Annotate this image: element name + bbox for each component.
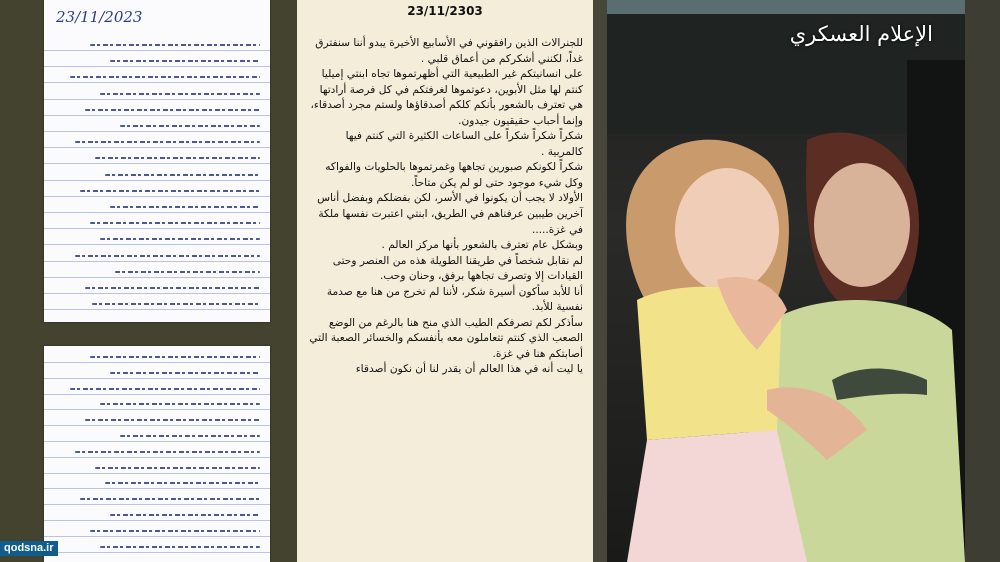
handwriting-line bbox=[100, 238, 260, 240]
handwriting-line bbox=[80, 190, 260, 192]
handwritten-note-page-2 bbox=[44, 346, 270, 562]
handwriting-line bbox=[105, 482, 260, 484]
letter-paragraph: يا ليت أنه في هذا العالم أن يقدر لنا أن نكون أصدقاء bbox=[355, 363, 583, 376]
letter-paragraph: شكراً لكونكم صبورين تجاهها وغمرتموها بالحلويات والفواكه وكل شيء موجود حتى لو لم يكن متاحاً. bbox=[325, 161, 583, 189]
handwriting-line bbox=[80, 498, 260, 500]
letter-paragraph: أنا للأبد سأكون أسيرة شكر، لأننا لم تخرج من هنا مع صدمة نفسية للأبد. bbox=[326, 285, 583, 314]
handwriting-line bbox=[100, 93, 260, 95]
letter-paragraph: وبشكل عام تعترف بالشعور بأنها مركز العالم . bbox=[381, 239, 583, 252]
handwriting-line bbox=[70, 388, 260, 390]
handwriting-line bbox=[85, 109, 260, 111]
handwriting-line bbox=[90, 222, 260, 224]
letter-paragraph: الأولاد لا يجب أن يكونوا في الأسر، لكن بفضلكم وبفضل أناس آخرين طيبين عرفناهم في الطريق، ابنتي اعتبرت نفسها ملكة في غزة..... bbox=[317, 192, 583, 236]
handwritten-note-page-1 bbox=[44, 0, 270, 322]
handwriting-line bbox=[85, 287, 260, 289]
ruled-line bbox=[44, 504, 270, 505]
letter-paragraph: كنتم لها مثل الأبوين، دعوتموها لغرفتكم في كل فرصة أرادتها bbox=[319, 83, 583, 96]
handwriting-line bbox=[90, 44, 260, 46]
handwriting-line bbox=[90, 530, 260, 532]
ruled-line bbox=[44, 131, 270, 132]
handwriting-line bbox=[110, 60, 260, 62]
handwriting-line bbox=[100, 403, 260, 405]
letter-paragraph: شكراً شكراً شكراً على الساعات الكثيرة التي كنتم فيها كالمربية . bbox=[345, 130, 583, 158]
ruled-line bbox=[44, 536, 270, 537]
handwriting-line bbox=[70, 76, 260, 78]
ruled-line bbox=[44, 66, 270, 67]
ruled-line bbox=[44, 409, 270, 410]
handwriting-line bbox=[120, 125, 260, 127]
ruled-line bbox=[44, 82, 270, 83]
ruled-line bbox=[44, 362, 270, 363]
handwriting-line bbox=[110, 514, 260, 516]
ruled-line bbox=[44, 244, 270, 245]
letter-paragraph: هي تعترف بالشعور بأنكم كلكم أصدقاؤها ولستم مجرد أصدقاء، وإنما أحباب حقيقيون جيدون. bbox=[310, 99, 583, 127]
handwriting-line bbox=[95, 467, 260, 469]
ruled-line bbox=[44, 212, 270, 213]
handwriting-line bbox=[110, 372, 260, 374]
note-date: 23/11/2023 bbox=[56, 8, 143, 26]
letter-paragraph: على انسانيتكم غير الطبيعية التي أظهرتموها تجاه ابنتي إميليا bbox=[321, 68, 583, 81]
ruled-line bbox=[44, 99, 270, 100]
photo-illustration bbox=[607, 0, 965, 562]
ruled-line bbox=[44, 115, 270, 116]
ruled-line bbox=[44, 261, 270, 262]
ruled-line bbox=[44, 473, 270, 474]
letter-paragraph: للجنرالات الذين رافقوني في الأسابيع الأخيرة يبدو أننا سنفترق غداً، لكنني أشكركم من أعماق قلبي . bbox=[315, 37, 583, 65]
right-margin bbox=[965, 0, 1000, 562]
ruled-line bbox=[44, 277, 270, 278]
ruled-line bbox=[44, 309, 270, 310]
handwriting-line bbox=[85, 419, 260, 421]
ruled-line bbox=[44, 520, 270, 521]
military-media-logo: الإعلام العسكري bbox=[789, 22, 933, 46]
ruled-line bbox=[44, 394, 270, 395]
ruled-line bbox=[44, 163, 270, 164]
letter-body bbox=[307, 36, 583, 378]
letter-paragraph: سأذكر لكم تصرفكم الطيب الذي منح هنا بالرغم من الوضع الصعب الذي كنتم تتعاملون معه بأنفسكم والخسائر الصعبة التي أصابتكم هنا في غزة. bbox=[309, 316, 583, 360]
translated-letter-panel bbox=[297, 0, 593, 562]
handwriting-line bbox=[120, 435, 260, 437]
ruled-line bbox=[44, 228, 270, 229]
site-watermark: qodsna.ir bbox=[0, 541, 58, 556]
handwritten-notes-panel bbox=[0, 0, 297, 562]
panel-divider bbox=[593, 0, 607, 562]
ruled-line bbox=[44, 425, 270, 426]
handwriting-line bbox=[100, 546, 260, 548]
handwriting-line bbox=[105, 174, 260, 176]
hostage-photo bbox=[607, 0, 965, 562]
handwriting-line bbox=[95, 157, 260, 159]
handwriting-line bbox=[92, 303, 260, 305]
ruled-line bbox=[44, 180, 270, 181]
ruled-line bbox=[44, 50, 270, 51]
ruled-line bbox=[44, 488, 270, 489]
handwriting-line bbox=[110, 206, 260, 208]
handwriting-line bbox=[90, 356, 260, 358]
ruled-line bbox=[44, 441, 270, 442]
ruled-line bbox=[44, 293, 270, 294]
ruled-line bbox=[44, 147, 270, 148]
handwriting-line bbox=[75, 141, 260, 143]
letter-paragraph: لم نقابل شخصاً في طريقنا الطويلة هذه من العنصر وحتى القيادات إلا وتصرف تجاهها برفق، وحنان وحب. bbox=[332, 254, 583, 283]
ruled-line bbox=[44, 378, 270, 379]
handwriting-line bbox=[115, 271, 260, 273]
letter-date: 23/11/2303 bbox=[407, 4, 483, 18]
handwriting-line bbox=[75, 451, 260, 453]
handwriting-line bbox=[75, 255, 260, 257]
ruled-line bbox=[44, 196, 270, 197]
ruled-line bbox=[44, 552, 270, 553]
ruled-line bbox=[44, 457, 270, 458]
